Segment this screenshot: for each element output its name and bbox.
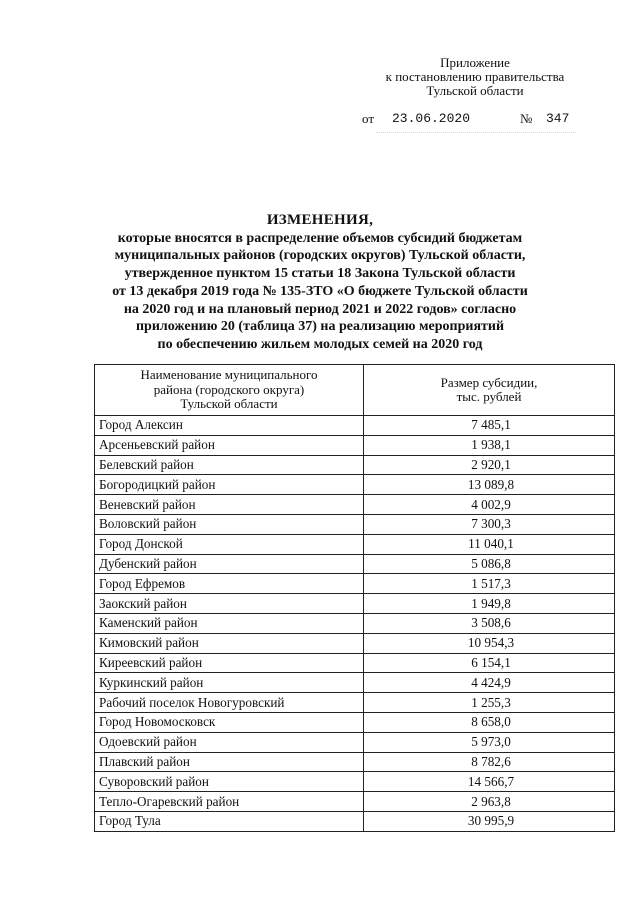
title-line: приложению 20 (таблица 37) на реализацию мероприятий [135, 319, 505, 335]
subsidy-value: 11 040,1 [364, 534, 615, 554]
subsidy-value: 14 566,7 [364, 772, 615, 792]
municipality-name: Веневский район [95, 495, 364, 515]
table-row [95, 752, 615, 772]
subsidy-value: 5 086,8 [364, 554, 615, 574]
title-line: от 13 декабря 2019 года № 135-ЗТО «О бюджете Тульской области [112, 283, 528, 299]
table-row [95, 416, 615, 436]
table-row [95, 673, 615, 693]
subsidy-value: 2 963,8 [364, 792, 615, 812]
header-subsidy-line: тыс. рублей [456, 389, 522, 404]
subsidy-value: 1 255,3 [364, 693, 615, 713]
subsidy-table [94, 364, 615, 832]
decree-underline [376, 132, 576, 133]
table-row [95, 495, 615, 515]
subsidy-value: 7 300,3 [364, 514, 615, 534]
subsidy-value: 8 658,0 [364, 712, 615, 732]
subsidy-value: 10 954,3 [364, 633, 615, 653]
municipality-name: Город Тула [95, 811, 364, 831]
header-municipality-line: Тульской области [180, 396, 278, 412]
decree-number: 347 [546, 111, 570, 126]
title-line: по обеспечению жильем молодых семей на 2020 год [157, 336, 483, 352]
table-row [95, 811, 615, 831]
subsidy-value: 3 508,6 [364, 613, 615, 633]
table-row [95, 653, 615, 673]
table-row [95, 712, 615, 732]
decree-from-label: от [362, 111, 375, 126]
municipality-name: Дубенский район [95, 554, 364, 574]
municipality-name: Заокский район [95, 594, 364, 614]
subsidy-value: 13 089,8 [364, 475, 615, 495]
municipality-name: Тепло-Огаревский район [95, 792, 364, 812]
table-row [95, 435, 615, 455]
decree-date: 23.06.2020 [392, 111, 471, 126]
title-line: муниципальных районов (городских округов) Тульской области, [114, 248, 526, 264]
municipality-name: Каменский район [95, 613, 364, 633]
header-municipality-line: района (городского округа) [153, 381, 305, 397]
table-row [95, 792, 615, 812]
municipality-name: Воловский район [95, 514, 364, 534]
appendix-line-2: к постановлению правительства [385, 69, 565, 84]
subsidy-value: 1 517,3 [364, 574, 615, 594]
table-row [95, 613, 615, 633]
decree-line [362, 111, 580, 127]
table-row [95, 534, 615, 554]
municipality-name: Суворовский район [95, 772, 364, 792]
municipality-name: Город Алексин [95, 416, 364, 436]
subsidy-value: 1 949,8 [364, 594, 615, 614]
municipality-name: Рабочий поселок Новогуровский [95, 693, 364, 713]
municipality-name: Кимовский район [95, 633, 364, 653]
subsidy-value: 5 973,0 [364, 732, 615, 752]
table-header-row [95, 365, 615, 416]
title-heading: ИЗМЕНЕНИЯ, [266, 212, 374, 228]
subsidy-value: 6 154,1 [364, 653, 615, 673]
table-row [95, 732, 615, 752]
municipality-name: Киреевский район [95, 653, 364, 673]
municipality-name: Город Новомосковск [95, 712, 364, 732]
municipality-name: Богородицкий район [95, 475, 364, 495]
table-row [95, 514, 615, 534]
header-subsidy-amount [364, 365, 615, 416]
subsidy-value: 30 995,9 [364, 811, 615, 831]
title-line: которые вносятся в распределение объемов субсидий бюджетам [117, 230, 523, 246]
header-subsidy-line: Размер субсидии, [440, 374, 538, 390]
municipality-name: Куркинский район [95, 673, 364, 693]
decree-number-label: № [520, 111, 533, 126]
subsidy-value: 7 485,1 [364, 416, 615, 436]
municipality-name: Арсеньевский район [95, 435, 364, 455]
header-municipality-line: Наименование муниципального [140, 367, 318, 383]
appendix-line-3: Тульской области [426, 83, 524, 98]
subsidy-value: 4 424,9 [364, 673, 615, 693]
title-line: на 2020 год и на плановый период 2021 и 2022 годов» согласно [123, 301, 517, 317]
appendix-block [360, 56, 590, 98]
municipality-name: Плавский район [95, 752, 364, 772]
table-row [95, 455, 615, 475]
subsidy-value: 4 002,9 [364, 495, 615, 515]
municipality-name: Город Донской [95, 534, 364, 554]
table-row [95, 594, 615, 614]
header-municipality [95, 365, 364, 416]
appendix-line-1: Приложение [440, 55, 510, 70]
municipality-name: Город Ефремов [95, 574, 364, 594]
table-row [95, 772, 615, 792]
table-row [95, 633, 615, 653]
table-row [95, 554, 615, 574]
subsidy-value: 8 782,6 [364, 752, 615, 772]
subsidy-value: 2 920,1 [364, 455, 615, 475]
table-row [95, 574, 615, 594]
subsidy-value: 1 938,1 [364, 435, 615, 455]
document-title [70, 212, 570, 354]
municipality-name: Белевский район [95, 455, 364, 475]
table-row [95, 475, 615, 495]
municipality-name: Одоевский район [95, 732, 364, 752]
title-line: утвержденное пунктом 15 статьи 18 Закона Тульской области [124, 266, 516, 282]
table-row [95, 693, 615, 713]
